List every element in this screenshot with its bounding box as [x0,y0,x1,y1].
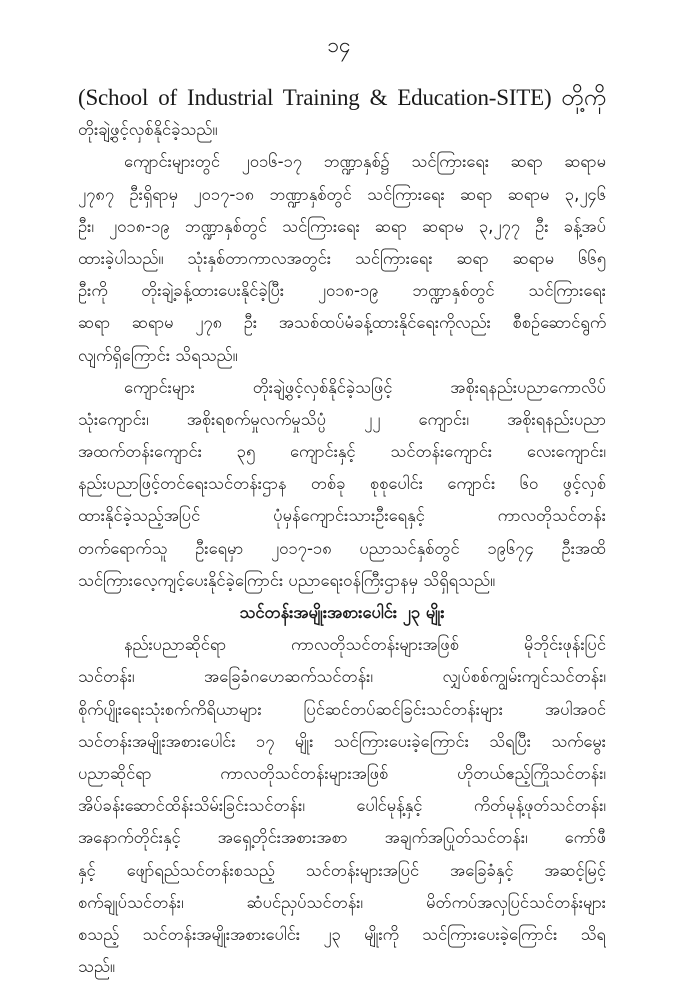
text-line: သင်ကြားလေ့ကျင့်ပေးနိုင်ခဲ့ကြောင်း ပညာရေးဝန်ကြီးဌာနမှ သိရှိရသည်။ [78,570,496,590]
text-line: နည်းပညာဖြင့်တင်ရေးသင်တန်းဌာန တစ်ခု စုစုပေါင်း ကျောင်း ၆၀ ဖွင့်လှစ် [78,474,606,494]
page-number: ၁၄ [327,33,351,57]
text-line: စိုက်ပျိုးရေးသုံးစက်ကိရိယာများ ပြင်ဆင်တပ်ဆင်ခြင်းသင်တန်းများ အပါအဝင် [78,699,606,719]
body-text [78,82,606,983]
text-line: သုံးကျောင်း၊ အစိုးရစက်မှုလက်မှုသိပ္ပံ ၂၂ ကျောင်း၊ အစိုးရနည်းပညာ [78,409,606,429]
text-line: စသည့် သင်တန်းအမျိုးအစားပေါင်း ၂၃ မျိုးကို သင်ကြားပေးခဲ့ကြောင်း သိရ [78,924,606,944]
text-line: ကျောင်းများတွင် ၂၀၁၆-၁၇ ဘဏ္ဍာနှစ်၌ သင်ကြားရေး ဆရာ ဆရာမ [124,152,606,172]
text-line: ဦးကို တိုးချဲ့ခန့်ထားပေးနိုင်ခဲ့ပြီး ၂၀၁၈-၁၉ ဘဏ္ဍာနှစ်တွင် သင်ကြားရေး [78,281,606,301]
text-line: သင်တန်း၊ အခြေခံဂဟေဆက်သင်တန်း၊ လျှပ်စစ်ကျွမ်းကျင်သင်တန်း၊ [78,667,606,687]
text-line: ဆရာ ဆရာမ ၂၇၈ ဦး အသစ်ထပ်မံခန့်ထားနိုင်ရေးကိုလည်း စီစဉ်ဆောင်ရွက် [78,313,606,333]
text-line: ဦး၊ ၂၀၁၈-၁၉ ဘဏ္ဍာနှစ်တွင် သင်ကြားရေး ဆရာ ဆရာမ ၃,၂၇၇ ဦး ခန့်အပ် [78,216,606,236]
text-line: ပညာဆိုင်ရာ ကာလတိုသင်တန်းများအဖြစ် ဟိုတယ်ဧည့်ကြိုသင်တန်း၊ [78,763,606,783]
section-heading: သင်တန်းအမျိုးအစားပေါင်း ၂၃ မျိုး [239,603,445,622]
text-line: ၂၇၈၇ ဦးရှိရာမှ ၂၀၁၇-၁၈ ဘဏ္ဍာနှစ်တွင် သင်ကြားရေး ဆရာ ဆရာမ ၃,၂၄၆ [78,184,606,204]
text-line: နည်းပညာဆိုင်ရာ ကာလတိုသင်တန်းများအဖြစ် မိုဘိုင်းဖုန်းပြင် [124,635,606,655]
text-line: အထက်တန်းကျောင်း ၃၅ ကျောင်းနှင့် သင်တန်းကျောင်း လေးကျောင်း၊ [78,442,606,462]
text-line: (School of Industrial Training & Education-SITE) တို့ကို [78,85,606,110]
text-line: အနောက်တိုင်းနှင့် အရှေ့တိုင်းအစားအစာ အချက်အပြုတ်သင်တန်း၊ ကော်ဖီ [78,828,606,848]
text-line: သည်။ [78,957,115,977]
text-line: လျက်ရှိကြောင်း သိရသည်။ [78,345,238,365]
text-line: သင်တန်းအမျိုးအစားပေါင်း ၁၇ မျိုး သင်ကြားပေးခဲ့ကြောင်း သိရပြီး သက်မွေး [78,731,606,751]
text-line: တိုးချဲ့ဖွင့်လှစ်နိုင်ခဲ့သည်။ [78,120,218,140]
text-line: ထားနိုင်ခဲ့သည့်အပြင် ပုံမှန်ကျောင်းသားဦးရေနှင့် ကာလတိုသင်တန်း [78,506,606,526]
text-line: နှင့် ဖျော်ရည်သင်တန်းစသည့် သင်တန်းများအပြင် အခြေခံနှင့် အဆင့်မြင့် [78,860,606,880]
text-line: တက်ရောက်သူ ဦးရေမှာ ၂၀၁၇-၁၈ ပညာသင်နှစ်တွင် ၁၉၆၇၄ ဦးအထိ [78,538,606,558]
text-line: အိပ်ခန်းဆောင်ထိန်းသိမ်းခြင်းသင်တန်း၊ ပေါင်မုန့်နှင့် ကိတ်မုန့်ဖုတ်သင်တန်း၊ [78,796,606,816]
text-line: ကျောင်းများ တိုးချဲ့ဖွင့်လှစ်နိုင်ခဲ့သဖြင့် အစိုးရနည်းပညာကောလိပ် [124,377,606,397]
text-line: စက်ချုပ်သင်တန်း၊ ဆံပင်ညှပ်သင်တန်း၊ မိတ်ကပ်အလှပြင်သင်တန်းများ [78,892,606,912]
text-line: ထားခဲ့ပါသည်။ သုံးနှစ်တာကာလအတွင်း သင်ကြားရေး ဆရာ ဆရာမ ၆၆၅ [78,248,606,268]
